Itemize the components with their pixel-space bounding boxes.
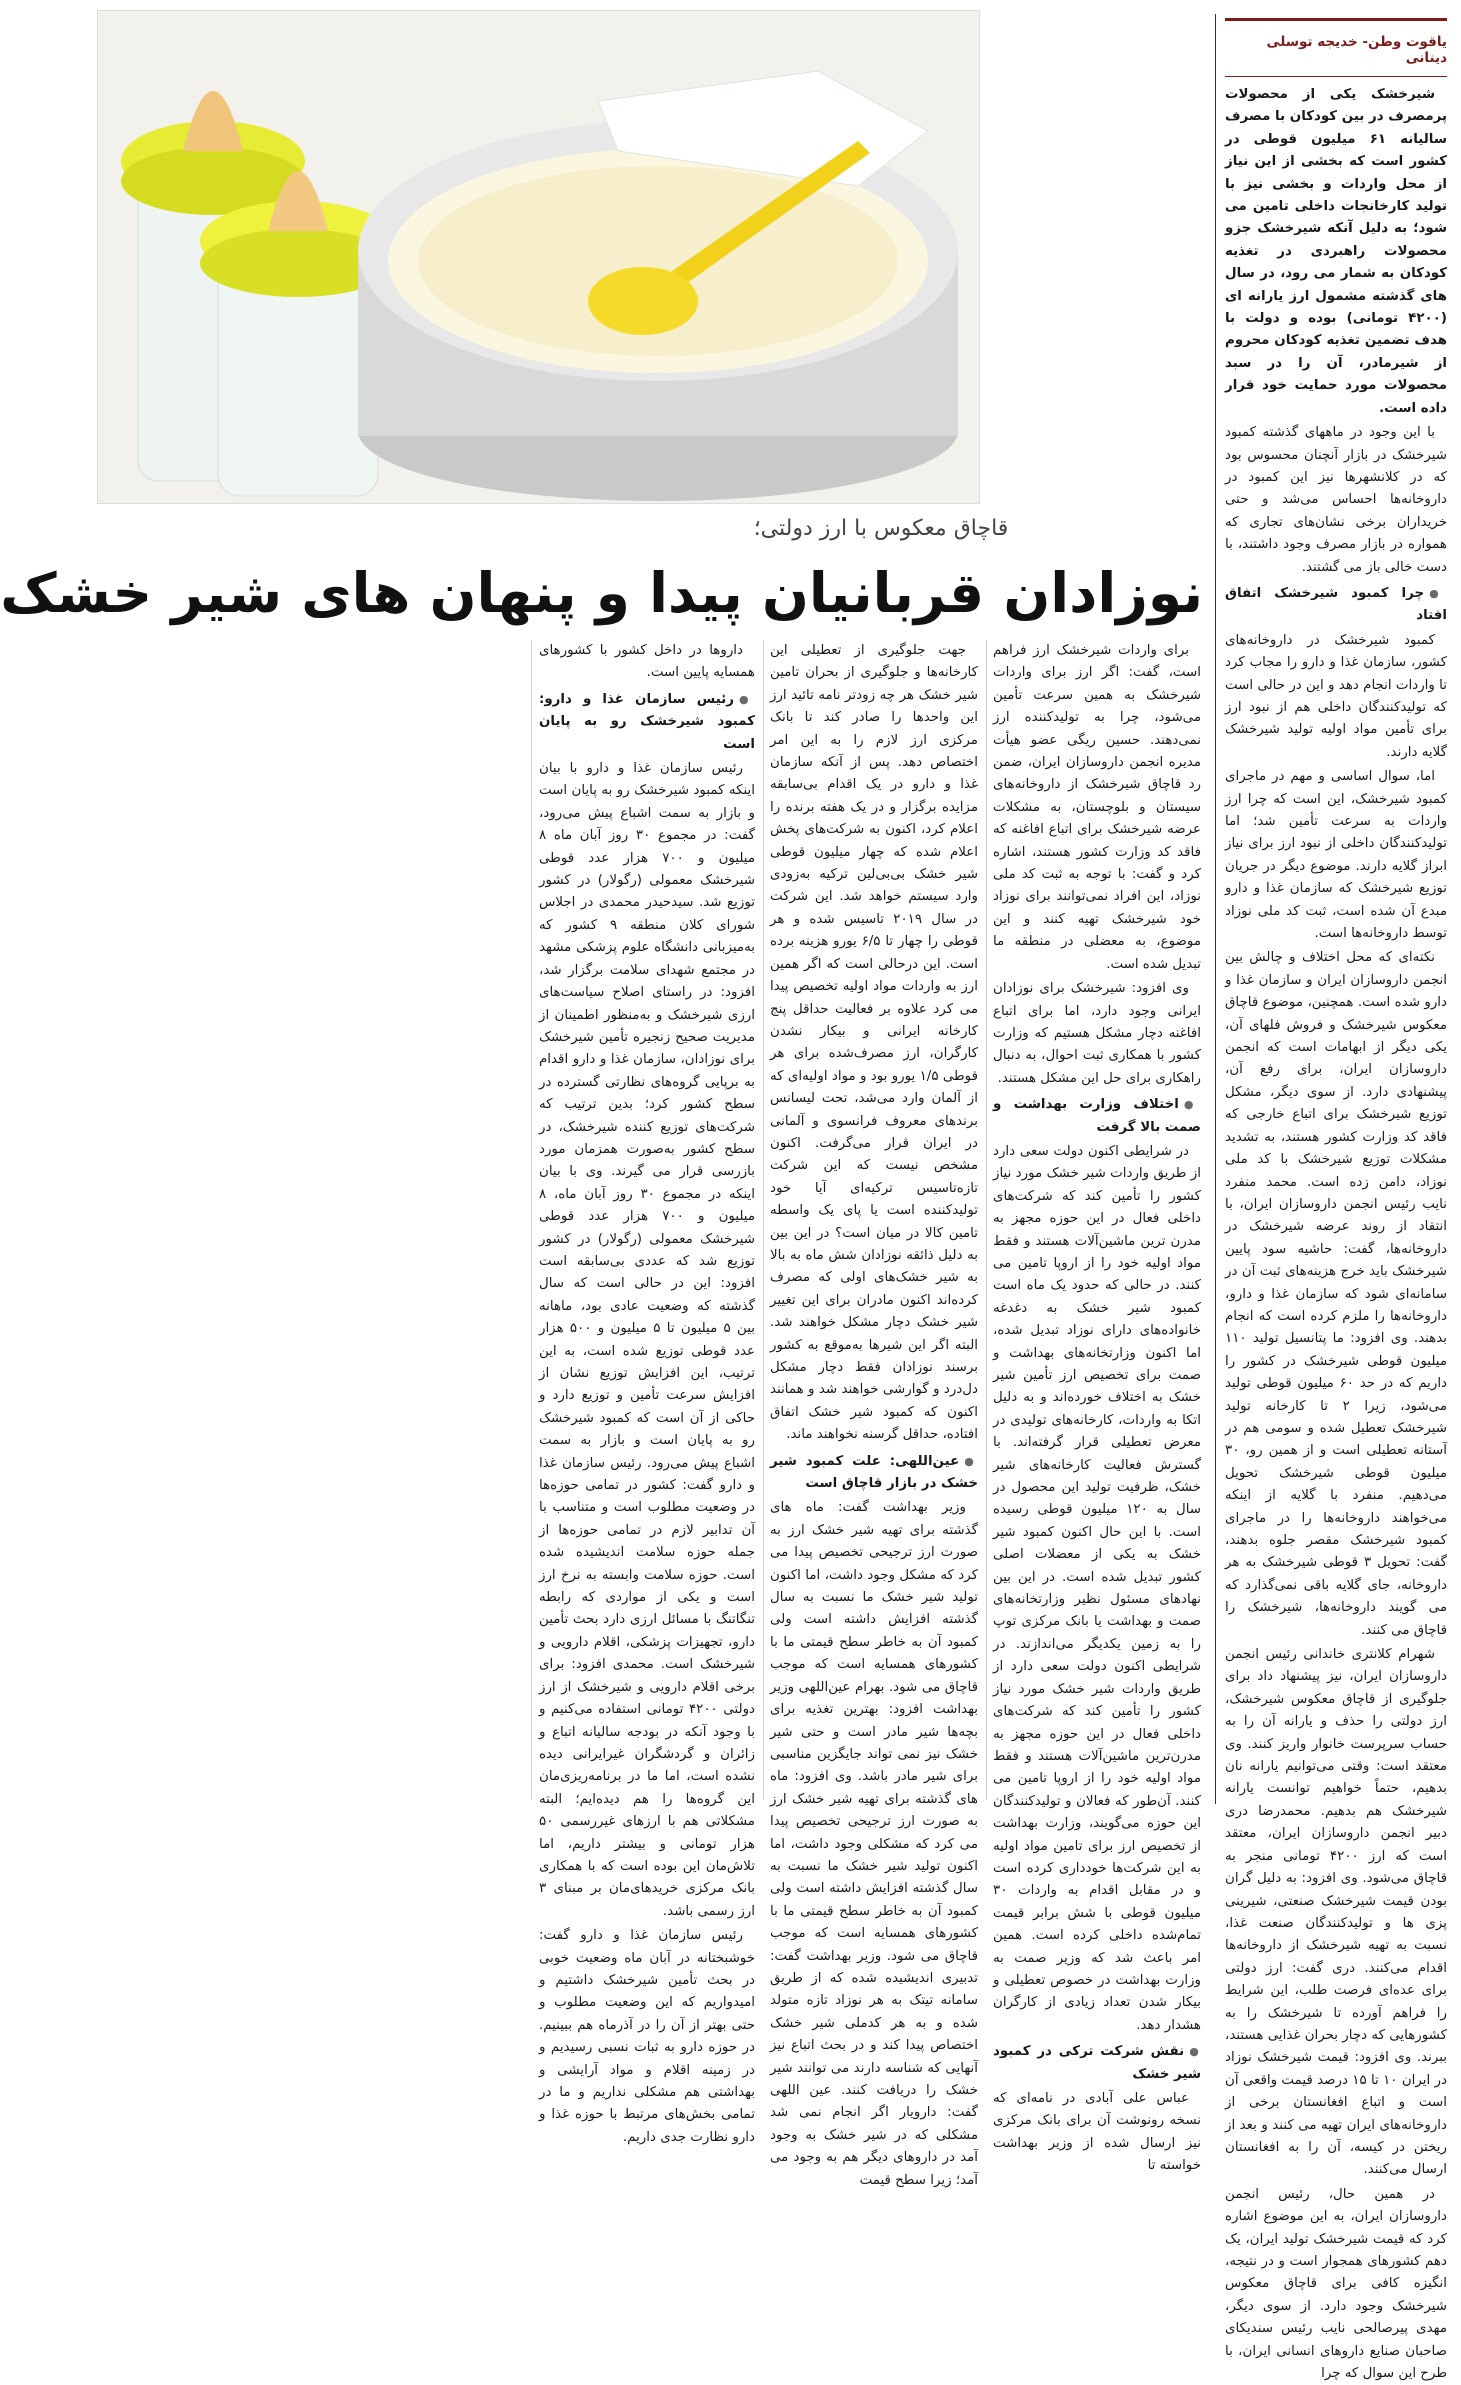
subheading: ● اختلاف وزارت بهداشت و صمت بالا گرفت <box>993 1094 1201 1139</box>
byline-rule <box>1225 18 1447 21</box>
paragraph: داروها در داخل کشور با کشورهای همسایه پایین است. <box>539 643 755 681</box>
subheading: ● عین‌اللهی: علت کمبود شیر خشک در بازار قاچاق است <box>770 1451 978 1496</box>
column-divider <box>986 640 987 1800</box>
paragraph: وزیر بهداشت گفت: ماه های گذشته برای تهیه شیر خشک ارز به صورت ارز ترجیحی تخصیص پیدا می کرد که مشکل وجود داشت، اما اکنون تولید شیر خشک ما نسبت به سال گذشته افزایش داشته است ولی کمبود آن به خاطر سطح قیمتی ما با کشورهای همسایه است که موجب قاچاق می شود. بهرام عین‌اللهی وزیر بهداشت افزود: بهترین تغذیه برای بچه‌ها شیر مادر است و حتی شیر خشک نیز نمی تواند جایگزین مناسبی برای شیر مادر باشد. وی افزود: ماه های گذشته برای تهیه شیر خشک ارز به صورت ارز ترجیحی تخصیص پیدا می کرد که مشکلی وجود داشت، اما اکنون تولید شیر خشک ما نسبت به سال گذشته افزایش داشته است ولی کمبود آن به خاطر سطح قیمتی ما با کشورهای همسایه است که موجب قاچاق می شود. وزیر بهداشت گفت: تدبیری اندیشیده شده که از طریق سامانه تیتک به هر نوزاد تازه متولد شده و به هر کدملی شیر خشک اختصاص پیدا کند و در بحث اتباع نیز آنهایی که شناسه دارند می توانند شیر خشک را دریافت کنند. عین اللهی گفت: دارویار اگر انجام نمی شد مشکلی که در شیر خشک به وجود آمد در داروهای دیگر هم به وجود می آمد؛ زیرا سطح قیمت <box>770 1500 978 2188</box>
paragraph: رئیس سازمان غذا و دارو با بیان اینکه کمبود شیرخشک رو به پایان است و بازار به سمت اشباع پیش می‌رود، گفت: در مجموع ۳۰ روز آبان ماه ۸ میلیون و ۷۰۰ هزار عدد قوطی شیرخشک معمولی (رگولار) در کشور توزیع شد. سیدحیدر محمدی در اجلاس شورای کلان منطقه ۹ کشور که به‌میزبانی دانشگاه علوم پزشکی مشهد در مجتمع شهدای سلامت برگزار شد، افزود: در راستای اصلاح سیاست‌های ارزی شیرخشک و به‌منظور اطمینان از مدیریت صحیح زنجیره تأمین شیرخشک برای نوزادان، سازمان غذا و دارو اقدام به برپایی گروه‌های نظارتی گسترده در سطح کشور کرد؛ بدین ترتیب که شرکت‌های توزیع کننده شیرخشک، در سطح کشور به‌صورت همزمان مورد بازرسی قرار می گیرند. وی با بیان اینکه در مجموع ۳۰ روز آبان ماه، ۸ میلیون و ۷۰۰ هزار عدد قوطی شیرخشک معمولی (رگولار) در کشور توزیع شد که عددی بی‌سابقه است افزود: این در حالی است که سال گذشته که وضعیت عادی بود، ماهانه بین ۵ میلیون تا ۵ میلیون و ۵۰۰ هزار عدد قوطی توزیع شده است، به این ترتیب، این افزایش توزیع نشان از افزایش سرعت تأمین و توزیع دارد و حاکی از آن است که کمبود شیرخشک رو به پایان است و بازار به سمت اشباع پیش می‌رود. رئیس سازمان غذا و دارو گفت: کشور در تمامی حوزه‌ها در وضعیت مطلوب است و متناسب با آن تدابیر لازم در تمامی حوزه‌ها از جمله حوزه سلامت اندیشیده شده است. حوزه سلامت وابسته به نرخ ارز است و یکی از مواردی که رابطه تنگاتنگ با مسائل ارزی دارد بحث تأمین دارو، تجهیزات پزشکی، اقلام دارویی و شیرخشک است. محمدی افزود: برای برخی اقلام دارویی و شیرخشک از ارز دولتی ۴۲۰۰ تومانی استفاده می‌کنیم و با وجود آنکه در بودجه سالیانه اتباع و زائران و گردشگران غیرایرانی دیده نشده است، اما ما در برنامه‌ریزی‌مان این گروه‌ها را هم دیده‌ایم؛ البته مشکلاتی هم با ارزهای غیررسمی ۵۰ هزار تومانی و بیشتر داریم، اما تلاش‌مان این بوده است که با همکاری بانک مرکزی خریدهای‌مان بر مبنای ۳ ارز رسمی باشد. <box>539 761 756 1919</box>
paragraph: در همین حال، رئیس انجمن داروسازان ایران، به این موضوع اشاره کرد که قیمت شیرخشک تولید ایران، یک دهم کشورهای همجوار است و در نتیجه، انگیزه کافی برای قاچاق معکوس شیرخشک وجود دارد. از سوی دیگر، مهدی پیرصالحی نایب رئیس سندیکای صاحبان صنایع داروهای انسانی ایران، با طرح این سوال که چرا <box>1225 2186 1447 2382</box>
baby-formula-illustration <box>98 11 979 503</box>
article-column-3 <box>539 640 756 2145</box>
paragraph: کمبود شیرخشک در داروخانه‌های کشور، سازمان غذا و دارو را مجاب کرد تا واردات انجام دهد و این در حالی است که تولیدکنندگان داخلی هم از نبود ارز برای تأمین مواد اولیه تولید شیرخشک گلایه دارند. <box>1225 632 1447 760</box>
paragraph: شهرام کلانتری خاندانی رئیس انجمن داروسازان ایران، نیز پیشنهاد داد برای جلوگیری از قاچاق معکوس شیرخشک، ارز دولتی را حذف و یارانه آن را به حساب سرپرست خانوار واریز کنند. وی معتقد است: وقتی می‌توانیم یارانه نان بدهیم، حتماً خواهیم توانست یارانه شیرخشک هم بدهیم. محمدرضا دری دبیر انجمن داروسازان ایران، معتقد است که ارز ۴۲۰۰ تومانی منجر به قاچاق می‌شود. وی افزود: به دلیل گران بودن قیمت شیرخشک صنعتی، شیرینی پزی ها و تولیدکنندگان صنعت غذا، نسبت به تهیه شیرخشک از داروخانه‌ها اقدام می‌کنند. دری گفت: ارز دولتی برای عده‌ای فرصت طلب، این شرایط را فراهم آورده تا شیرخشک را به کشورهایی که دچار بحران غذایی هستند، ببرند. وی افزود: قیمت شیرخشک نوزاد در ایران ۱۰ تا ۱۵ درصد قیمت واقعی آن است و اتباع افغانستان برخی از داروخانه‌های ایران تهیه می کنند و بعد از ریختن در کیسه، آن را به افغانستان ارسال می‌کنند. <box>1225 1647 1447 2178</box>
paragraph: وی افزود: شیرخشک برای نوزادان ایرانی وجود دارد، اما برای اتباع افاغنه دچار مشکل هستیم که وزارت کشور با همکاری ثبت احوال، به دنبال راهکاری برای حل این مشکل هستند. <box>993 981 1201 1086</box>
byline: یاقوت وطن- خدیجه توسلی دینانی <box>1225 34 1447 77</box>
column-divider <box>1215 14 1216 1804</box>
paragraph: شیرخشک یکی از محصولات پرمصرف در بین کودکان با مصرف سالیانه ۶۱ میلیون قوطی در کشور است که بخشی از این نیاز از محل واردات و بخشی نیز با تولید کارخانجات داخلی تامین می شود؛ به دلیل آنکه شیرخشک جزو محصولات راهبردی در تغذیه کودکان به شمار می رود، در سال های گذشته مشمول ارز یارانه ای (۴۲۰۰ تومانی) بوده و دولت با هدف تضمین تغذیه کودکان محروم از شیرمادر، آن را در سبد محصولات مورد حمایت خود قرار داده است. <box>1225 87 1448 416</box>
subheading: ● نقش شرکت ترکی در کمبود شیر خشک <box>993 2041 1201 2086</box>
paragraph: نکته‌ای که محل اختلاف و چالش بین انجمن داروسازان ایران و سازمان غذا و دارو شده است. همچنین، موضوع قاچاق معکوس شیرخشک و فروش فلهای آن، یکی دیگر از ابهامات است که انجمن داروسازان ایران، برای رفع آن، پیشنهادی دارد. از سوی دیگر، مشکل توزیع شیرخشک برای اتباع خارجی که فاقد کد وزارت کشور هستند، به تشدید مشکلات توزیع شیرخشک با کد ملی نوزاد، دامن زده است. محمد منفرد نایب رئیس انجمن داروسازان ایران، با انتقاد از روند عرضه شیرخشک در داروخانه‌ها، گفت: حاشیه سود پایین شیرخشک باید خرج هزینه‌های ثبت آن در سامانه‌ای شود که سازمان غذا و دارو، داروخانه‌ها را ملزم کرده است که انجام بدهند. وی افزود: ما پتانسیل تولید ۱۱۰ میلیون قوطی شیرخشک در کشور را داریم که در حد ۶۰ میلیون قوطی تولید می‌شود، زیرا ۲ تا کارخانه تولید شیرخشک تعطیل شده و سومی هم در آستانه تعطیلی است و از همین رو، ۳۰ میلیون قوطی شیرخشک تحویل می‌دهیم. منفرد با گلایه از اینکه می‌خواهند داروخانه‌ها را در ماجرای کمبود شیرخشک مقصر جلوه بدهند، گفت: تحویل ۳ قوطی شیرخشک به هر داروخانه، جای گلایه باقی نمی‌گذارد که می گویند داروخانه‌ها، شیرخشک را قاچاق می کنند. <box>1225 950 1448 1638</box>
column-divider <box>531 640 532 1800</box>
paragraph: در شرایطی اکنون دولت سعی دارد از طریق واردات شیر خشک مورد نیاز کشور را تأمین کند که شرکت‌های داخلی فعال در این حوزه مجهز به مدرن ترین ماشین‌آلات هستند و فقط مواد اولیه خود را از اروپا تامین می کنند. در حالی که حدود یک ماه است کمبود شیر خشک به دغدغه خانواده‌های دارای نوزاد تبدیل شده، اما اکنون وزارتخانه‌های بهداشت و صمت برای تخصیص ارز تأمین شیر خشک به اختلاف خورده‌اند و به دلیل اتکا به واردات، کارخانه‌های تولیدی در معرض تعطیلی قرار گرفته‌اند. با گسترش فعالیت کارخانه‌های شیر خشک، ظرفیت تولید این محصول در سال به ۱۲۰ میلیون قوطی رسیده است. با این حال اکنون کمبود شیر خشک به یکی از معضلات اصلی کشور تبدیل شده است. در این بین نهادهای مسئول نظیر وزارتخانه‌های صمت و بهداشت یا بانک مرکزی توپ را به زمین یکدیگر می‌اندازند. در شرایطی اکنون دولت سعی دارد از طریق واردات شیر خشک مورد نیاز کشور را تأمین کند که شرکت‌های داخلی فعال در این حوزه مجهز به مدرن‌ترین ماشین‌آلات هستند و فقط مواد اولیه خود را از اروپا تامین می کنند. آن‌طور که فعالان و تولیدکنندگان این حوزه می‌گویند، وزارت بهداشت از تخصیص ارز برای تامین مواد اولیه به این شرکت‌ها خودداری کرده است و در مقابل اقدام به واردات ۳۰ میلیون قوطی با شش برابر قیمت تمام‌شده داخلی کرده است. همین امر باعث شد که وزیر صمت به وزارت بهداشت در خصوص تعطیلی و بیکار شدن تعداد زیادی از کارگران هشدار دهد. <box>993 1143 1201 2033</box>
article-column-2 <box>770 640 978 2188</box>
article-column-1 <box>993 640 1201 2174</box>
paragraph: عباس علی آبادی در نامه‌ای که نسخه رونوشت آن برای بانک مرکزی نیز ارسال شده از وزیر بهداشت خواسته تا <box>993 2091 1201 2174</box>
headline: نوزادان قربانیان پیدا و پنهان های شیر خشک <box>0 561 1203 625</box>
column-divider <box>763 640 764 1800</box>
paragraph: با این وجود در ماههای گذشته کمبود شیرخشک در بازار آنچنان محسوس بود که در کلانشهرها نیز این کمبود در داروخانه‌ها احساس می‌شد و حتی خریداران برخی نشان‌های تجاری که همواره در بازار مصرف وجود داشتند، با دست خالی باز می گشتند. <box>1225 425 1447 575</box>
article-column-right <box>1225 84 1448 2382</box>
article-photo <box>97 10 980 504</box>
subheading: ● چرا کمبود شیرخشک اتفاق افتاد <box>1225 583 1447 628</box>
paragraph: رئیس سازمان غذا و دارو گفت: خوشبختانه در آبان ماه وضعیت خوبی در بحث تأمین شیرخشک داشتیم و امیدواریم که این وضعیت مطلوب و حتی بهتر از آن را در آذرماه هم ببینیم. در حوزه دارو به ثبات نسبی رسیدیم و در زمینه اقلام و مواد آرایشی و بهداشتی هم مشکلی نداریم و ما در تمامی بخش‌های مرتبط با حوزه غذا و دارو نظارت جدی داریم. <box>539 1928 755 2145</box>
paragraph: برای واردات شیرخشک ارز فراهم است، گفت: اگر ارز برای واردات شیرخشک به همین سرعت تأمین می‌شود، چرا به تولیدکننده ارز نمی‌دهند. حسین ریگی عضو هیأت مدیره انجمن داروسازان ایران، ضمن رد قاچاق شیرخشک از داروخانه‌های سیستان و بلوچستان، به مشکلات عرضه شیرخشک برای اتباع افاغنه که فاقد کد وزارت کشور هستند، اشاره کرد و گفت: با توجه به ثبت کد ملی نوزاد، این افراد نمی‌توانند برای نوزاد خود شیرخشک تهیه کنند و این موضوع، به معضلی در منطقه ما تبدیل شده است. <box>993 643 1201 972</box>
subheading: ● رئیس سازمان غذا و دارو: کمبود شیرخشک رو به پایان است <box>539 689 755 756</box>
paragraph: اما، سوال اساسی و مهم در ماجرای کمبود شیرخشک، این است که چرا ارز واردات به سرعت تأمین شد؛ اما تولیدکنندگان داخلی از نبود ارز برای نیاز ابراز گلایه دارند. موضوع دیگر در جریان توزیع شیرخشک که سازمان غذا و دارو مبدع آن شده است، ثبت کد ملی نوزاد توسط داروخانه‌ها است. <box>1225 769 1447 942</box>
paragraph: جهت جلوگیری از تعطیلی این کارخانه‌ها و جلوگیری از بحران تامین شیر خشک هر چه زودتر نامه تائید ارز این واحدها را صادر کند تا بانک مرکزی ارز لازم را به این امر اختصاص دهد. پس از آنکه سازمان غذا و دارو در یک اقدام بی‌سابقه مزایده برگزار و در یک هفته برنده را اعلام کرد، اکنون به شرکت‌های پخش اعلام شده که چهار میلیون قوطی شیر خشک بی‌بی‌لین ترکیه به‌زودی وارد سیستم خواهد شد. این شرکت در سال ۲۰۱۹ تاسیس شده و هر قوطی را چهار تا ۶/۵ یورو هزینه برده است. این درحالی است که اگر همین ارز به واردات مواد اولیه تخصیص پیدا می کرد علاوه بر فعالیت حداقل پنج کارخانه ایرانی و بیکار نشدن کارگران، ارز مصرف‌شده برای هر قوطی ۱/۵ یورو بود و مواد اولیه‌ای که از آلمان وارد می‌شد، تحت لیسانس برندهای معروف فرانسوی و آلمانی در ایران قرار می‌گرفت. اکنون مشخص نیست که این شرکت تازه‌تاسیس ترکیه‌ای آیا خود تولیدکننده است یا پای یک واسطه تامین کالا در میان است؟ در این بین به دلیل ذائقه نوزادان شش ماه به بالا به شیر خشک‌های اولی که مصرف کرده‌اند اکنون مادران برای این تغییر شیر خشک دچار مشکل خواهند شد. البته اگر این شیرها به‌موقع به کشور برسند نوزادان فقط دچار مشکل دل‌درد و گوارشی خواهند شد و همانند اکنون که کمبود شیر خشک اتفاق افتاده، حداقل گرسنه نخواهند ماند. <box>770 643 978 1443</box>
kicker: قاچاق معکوس با ارز دولتی؛ <box>753 516 1009 541</box>
